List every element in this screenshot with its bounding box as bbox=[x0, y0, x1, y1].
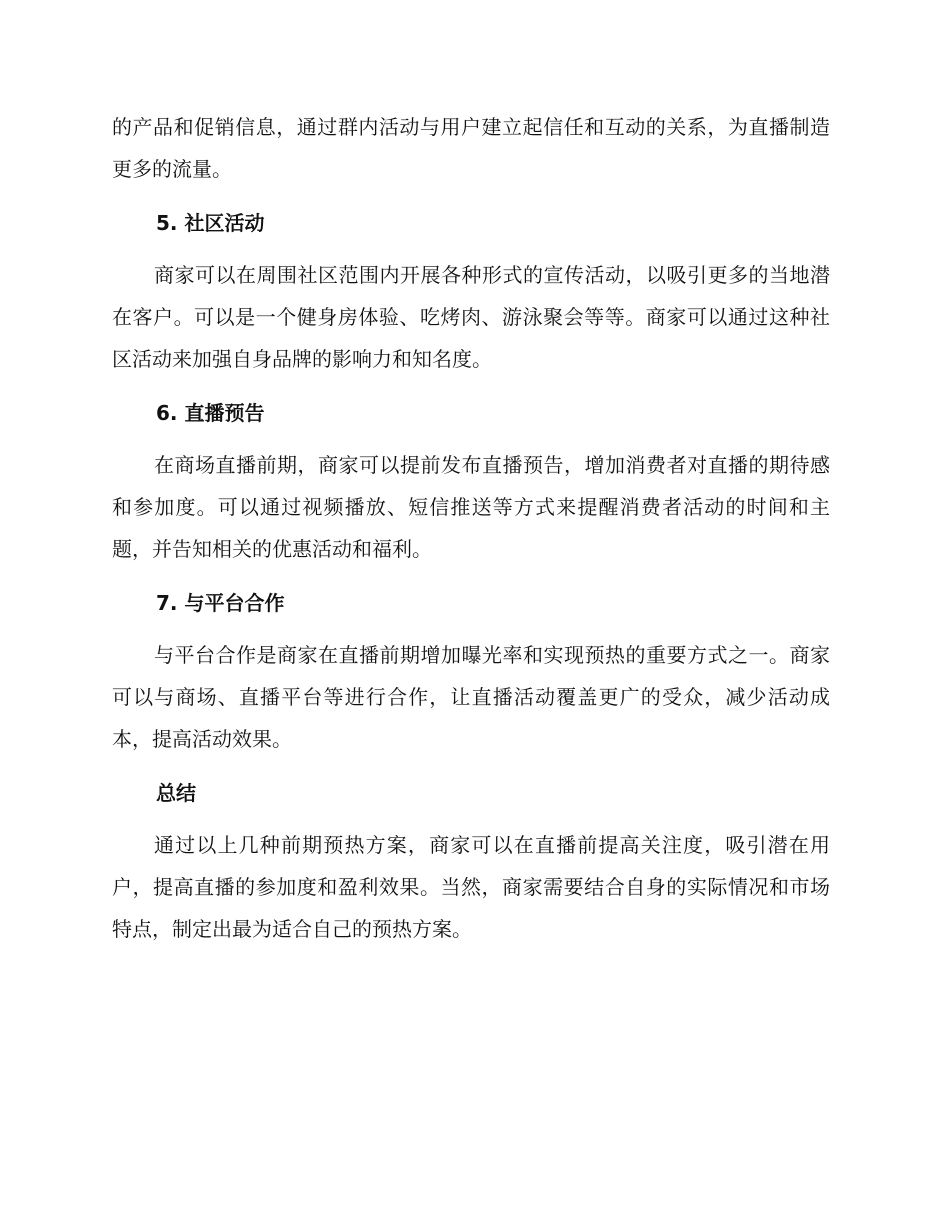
spacer bbox=[112, 244, 830, 254]
section-body-summary: 通过以上几种前期预热方案，商家可以在直播前提高关注度，吸引潜在用户，提高直播的参加度和盈利效果。当然，商家需要结合自身的实际情况和市场特点，制定出最为适合自己的预热方案。 bbox=[112, 833, 830, 941]
spacer bbox=[112, 190, 830, 202]
section-heading-platform: 7. 与平台合作 bbox=[156, 591, 285, 615]
section-body-live-preview: 在商场直播前期，商家可以提前发布直播预告，增加消费者对直播的期待感和参加度。可以通过视频播放、短信推送等方式来提醒消费者活动的时间和主题，并告知相关的优惠活动和福利。 bbox=[112, 453, 830, 561]
intro-paragraph: 的产品和促销信息，通过群内活动与用户建立起信任和互动的关系，为直播制造更多的流量。 bbox=[112, 115, 830, 181]
spacer bbox=[112, 624, 830, 634]
section-heading-live-preview: 6. 直播预告 bbox=[156, 401, 265, 425]
section-body-platform: 与平台合作是商家在直播前期增加曝光率和实现预热的重要方式之一。商家可以与商场、直播平台等进行合作，让直播活动覆盖更广的受众，减少活动成本，提高活动效果。 bbox=[112, 643, 830, 751]
spacer bbox=[112, 570, 830, 582]
section-heading-community: 5. 社区活动 bbox=[156, 211, 265, 235]
spacer bbox=[112, 760, 830, 772]
spacer bbox=[112, 380, 830, 392]
spacer bbox=[112, 434, 830, 444]
section-heading-summary: 总结 bbox=[156, 781, 196, 805]
spacer bbox=[112, 814, 830, 824]
document-page bbox=[112, 106, 830, 950]
section-body-community: 商家可以在周围社区范围内开展各种形式的宣传活动，以吸引更多的当地潜在客户。可以是一个健身房体验、吃烤肉、游泳聚会等等。商家可以通过这种社区活动来加强自身品牌的影响力和知名度。 bbox=[112, 263, 830, 371]
